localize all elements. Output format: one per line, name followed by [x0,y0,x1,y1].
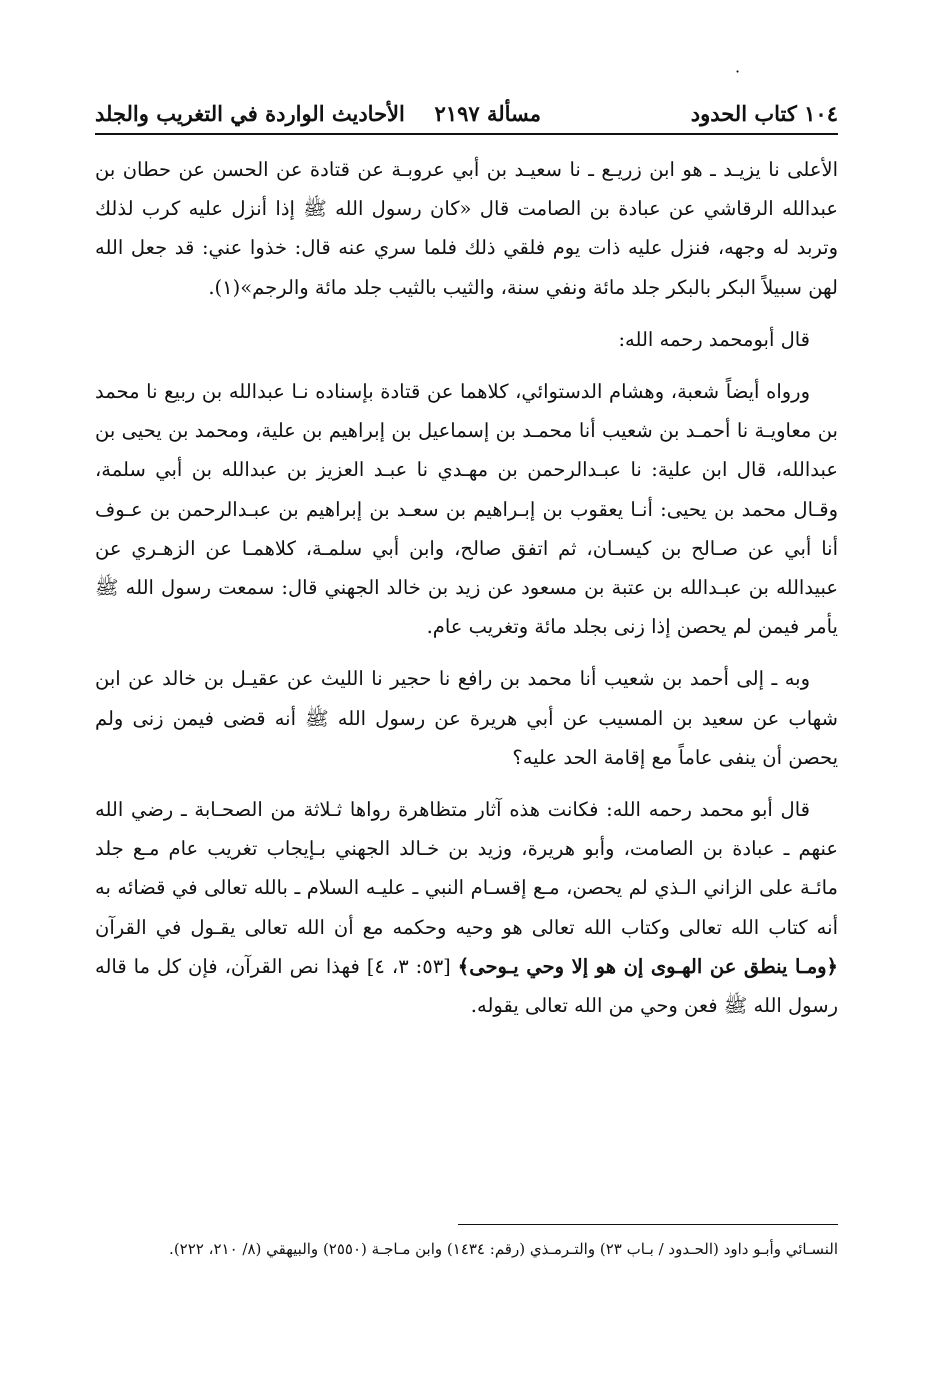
paragraph-5-text: قال أبو محمد رحمه الله: فكانت هذه آثار متظاهرة رواها ثـلاثة من الصحـابة ـ رضي الله عنهم ـ عبادة بن الصامت، وأبو هريرة، وزيد بن خـالد الجهني بـإيجاب تغريب عام مـع جلد مائـة على الزاني الـذي لم يحصن، مـع إقسـام النبي ـ عليـه السلام ـ بالله تعالى في قضائه به أنه كتاب الله تعالى وكتاب الله تعالى هو وحيه وحكمه مع أن الله تعالى يقـول في القرآن [95,798,838,939]
footnote-rule [458,1224,838,1225]
footnote: النسـائي وأبـو داود (الحـدود / بـاب ٢٣) والتـرمـذي (رقم: ١٤٣٤) وابن مـاجـة (٢٥٥٠) والبيهقي (٨/ ٢١٠، ٢٢٢). [169,1240,838,1258]
page-number: ١٠٤ [804,100,838,126]
paragraph-5 [95,790,838,1025]
header-right [691,101,838,126]
book-title: كتاب الحدود [690,100,797,126]
paragraph-2: قال أبومحمد رحمه الله: [618,327,810,351]
running-header [95,96,838,130]
issue-number: مسألة ٢١٩٧ [434,100,542,126]
paragraph-1: الأعلى نا يزيـد ـ هو ابن زريـع ـ نا سعيـد بن أبي عروبـة عن قتادة عن الحسن عن حطان بن عبدالله الرقاشي عن عبادة بن الصامت قال «كان رسول الله ﷺ إذا أنزل عليه كرب لذلك وتربد له وجهه، فنزل عليه ذات يوم فلقي ذلك فلما سري عنه قال: خذوا عني: قد جعل الله لهن سبيلاً البكر بالبكر جلد مائة ونفي سنة، والثيب بالثيب جلد مائة والرجم»(١). [95,158,838,299]
header-rule [95,133,838,135]
paragraph-3: ورواه أيضاً شعبة، وهشام الدستوائي، كلاهما عن قتادة بإسناده نـا عبدالله بن ربيع نا محمد بن معاويـة نا أحمـد بن شعيب أنا محمـد بن إسماعيل بن إبراهيم بن علية، ومحمد بن يحيى بن عبدالله، قال ابن علية: نا عبـدالرحمن بن مهـدي نا عبـد العزيز بن عبدالله بن أبي سلمة، وقـال محمد بن يحيى: أنـا يعقوب بن إبـراهيم بن سعـد بن إبراهيم بن عبـدالرحمن بن عـوف أنا أبي عن صـالح بن كيسـان، ثم اتفق صالح، وابن أبي سلمـة، كلاهمـا عن الزهـري عن عبيدالله بن عبـدالله بن عتبة بن مسعود عن زيد بن خالد الجهني قال: سمعت رسول الله ﷺ يأمر فيمن لم يحصن إذا زنى بجلد مائة وتغريب عام. [95,380,838,639]
paragraph-4: وبه ـ إلى أحمد بن شعيب أنا محمد بن رافع نا حجير نا الليث عن عقيـل بن خالد عن ابن شهاب عن سعيد بن المسيب عن أبي هريرة عن رسول الله ﷺ أنه قضى فيمن زنى ولم يحصن أن ينفى عاماً مع إقامة الحد عليه؟ [95,667,838,769]
section-title: الأحاديث الواردة في التغريب والجلد [95,100,405,126]
quran-verse: ﴿ومـا ينطق عن الهـوى إن هو إلا وحي يـوحى﴾ [457,954,838,978]
speck-mark: · [735,62,741,81]
main-text [95,150,838,1038]
paragraph-5-end: [٥٣: ٣، ٤] فهذا نص القرآن، فإن كل ما قاله رسول الله ﷺ فعن وحي من الله تعالى يقوله. [95,954,838,1018]
